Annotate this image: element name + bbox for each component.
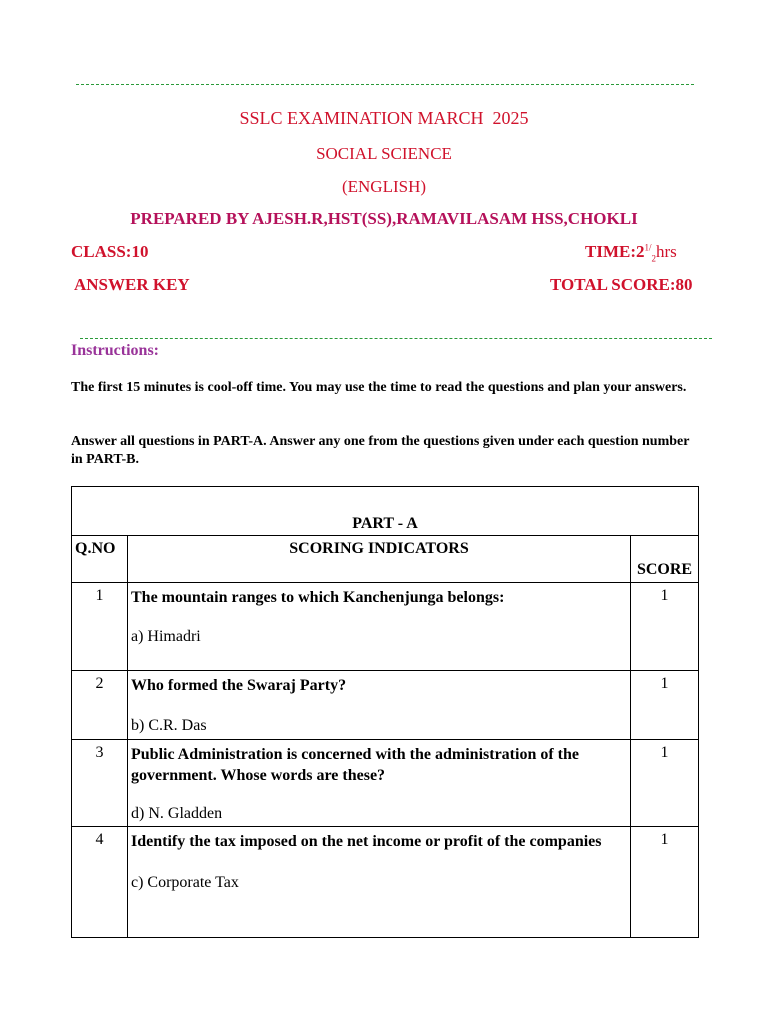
row-score: 1 xyxy=(660,744,669,761)
top-divider xyxy=(76,84,694,85)
time-prefix: TIME:2 xyxy=(585,242,645,261)
time-fraction-denominator: 2 xyxy=(651,253,657,264)
scoring-indicators-header: SCORING INDICATORS xyxy=(289,540,469,557)
answer-key-table xyxy=(71,486,699,938)
table-row xyxy=(72,583,699,671)
total-score-label: TOTAL SCORE:80 xyxy=(550,275,693,294)
table-row xyxy=(72,740,699,827)
row-answer: c) Corporate Tax xyxy=(131,874,239,891)
answer-key-label: ANSWER KEY xyxy=(74,275,190,294)
row-qno: 1 xyxy=(95,587,104,604)
medium-label: (ENGLISH) xyxy=(341,177,427,196)
row-qno: 4 xyxy=(95,831,104,848)
row-answer: a) Himadri xyxy=(131,628,201,645)
time-label xyxy=(585,242,677,263)
header-divider xyxy=(80,338,712,339)
row-qno: 3 xyxy=(95,744,104,761)
exam-title: SSLC EXAMINATION MARCH 2025 xyxy=(239,108,529,128)
table-row xyxy=(72,827,699,938)
row-qno: 2 xyxy=(95,675,104,692)
row-answer: d) N. Gladden xyxy=(131,805,223,822)
instructions-title: Instructions: xyxy=(71,342,160,359)
time-suffix: hrs xyxy=(656,242,677,261)
table-row xyxy=(72,671,699,740)
instruction-paragraph-1: The first 15 minutes is cool-off time. You may use the time to read the questions and plan your answers. xyxy=(71,380,687,395)
row-question: Identify the tax imposed on the net income or profit of the companies xyxy=(131,833,602,850)
row-question: Who formed the Swaraj Party? xyxy=(131,677,347,694)
prepared-by: PREPARED BY AJESH.R,HST(SS),RAMAVILASAM HSS,CHOKLI xyxy=(130,209,638,228)
subject-title: SOCIAL SCIENCE xyxy=(316,144,452,163)
instruction-paragraph-2: Answer all questions in PART-A. Answer any one from the questions given under each question number in PART-B. xyxy=(71,434,690,467)
row-score: 1 xyxy=(660,675,669,692)
score-header: SCORE xyxy=(636,561,693,578)
class-label: CLASS:10 xyxy=(71,242,149,261)
row-question: The mountain ranges to which Kanchenjunga belongs: xyxy=(131,589,505,606)
row-score: 1 xyxy=(660,587,669,604)
row-question: Public Administration is concerned with the administration of the government. Whose words are these? xyxy=(131,746,580,784)
qno-header: Q.NO xyxy=(75,540,116,557)
row-score: 1 xyxy=(660,831,669,848)
row-answer: b) C.R. Das xyxy=(131,717,207,734)
time-fraction-numerator: 1/ xyxy=(644,242,652,253)
part-a-title: PART - A xyxy=(352,515,418,532)
